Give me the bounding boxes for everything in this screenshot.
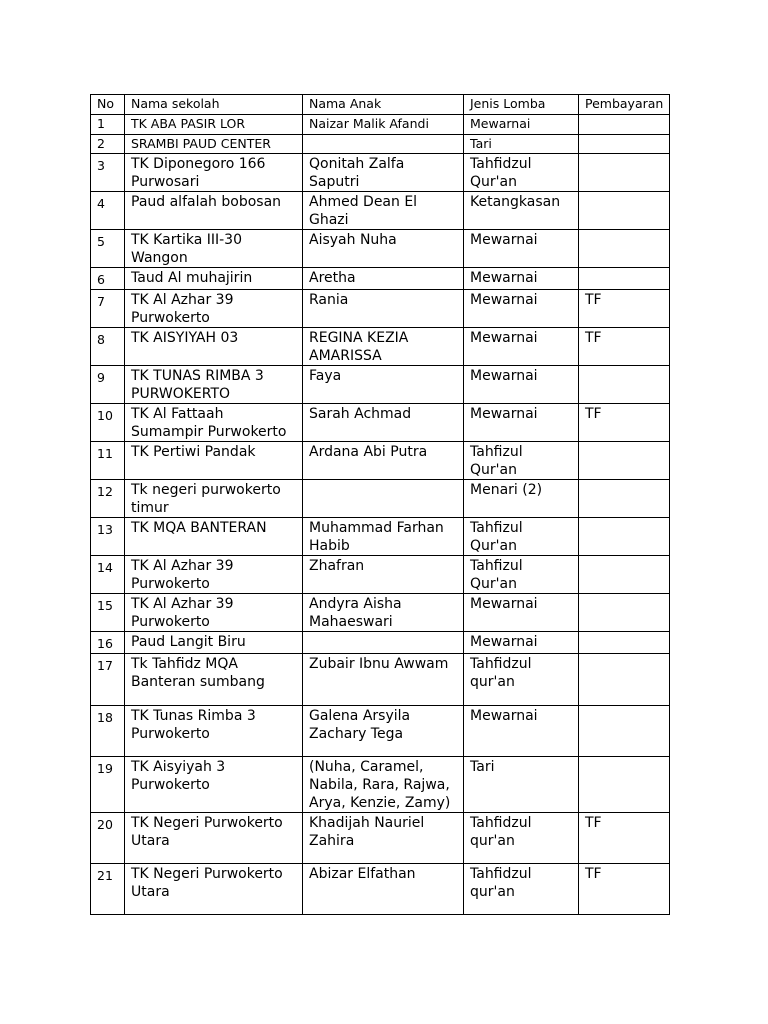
cell-school: TK Al Azhar 39 Purwokerto — [125, 290, 303, 328]
cell-no: 14 — [91, 556, 125, 594]
cell-contest: Mewarnai — [464, 404, 579, 442]
cell-school: TK Pertiwi Pandak — [125, 442, 303, 480]
cell-contest: Mewarnai — [464, 230, 579, 268]
cell-school: Paud Langit Biru — [125, 632, 303, 654]
cell-child: Zubair Ibnu Awwam — [303, 654, 464, 706]
cell-payment: TF — [579, 404, 670, 442]
cell-no: 10 — [91, 404, 125, 442]
cell-contest: Mewarnai — [464, 290, 579, 328]
registration-table — [90, 94, 670, 915]
cell-no: 15 — [91, 594, 125, 632]
header-row — [91, 95, 670, 115]
table-row — [91, 442, 670, 480]
cell-no: 4 — [91, 192, 125, 230]
cell-no: 3 — [91, 154, 125, 192]
cell-no: 19 — [91, 757, 125, 813]
table-row — [91, 268, 670, 290]
table-row — [91, 192, 670, 230]
cell-no: 12 — [91, 480, 125, 518]
cell-school: Taud Al muhajirin — [125, 268, 303, 290]
cell-payment — [579, 706, 670, 757]
cell-payment — [579, 268, 670, 290]
cell-child: Aretha — [303, 268, 464, 290]
header-school: Nama sekolah — [125, 95, 303, 115]
cell-payment — [579, 135, 670, 154]
cell-contest: Tahfizul Qur'an — [464, 518, 579, 556]
cell-no: 6 — [91, 268, 125, 290]
table-row — [91, 864, 670, 915]
cell-no: 5 — [91, 230, 125, 268]
cell-school: TK Kartika III-30 Wangon — [125, 230, 303, 268]
table-row — [91, 706, 670, 757]
cell-school: TK Al Azhar 39 Purwokerto — [125, 594, 303, 632]
cell-school: TK AISYIYAH 03 — [125, 328, 303, 366]
table-row — [91, 518, 670, 556]
cell-child: Rania — [303, 290, 464, 328]
cell-child: Aisyah Nuha — [303, 230, 464, 268]
cell-child: Naizar Malik Afandi — [303, 115, 464, 135]
cell-child: Ardana Abi Putra — [303, 442, 464, 480]
header-contest: Jenis Lomba — [464, 95, 579, 115]
cell-school: TK Tunas Rimba 3 Purwokerto — [125, 706, 303, 757]
cell-child: REGINA KEZIA AMARISSA — [303, 328, 464, 366]
cell-child: Faya — [303, 366, 464, 404]
cell-no: 9 — [91, 366, 125, 404]
cell-school: TK Negeri Purwokerto Utara — [125, 813, 303, 864]
cell-no: 1 — [91, 115, 125, 135]
cell-contest: Mewarnai — [464, 366, 579, 404]
cell-contest: Tahfidzul Qur'an — [464, 154, 579, 192]
cell-contest: Mewarnai — [464, 632, 579, 654]
header-payment: Pembayaran — [579, 95, 670, 115]
cell-child: Andyra Aisha Mahaeswari — [303, 594, 464, 632]
cell-no: 21 — [91, 864, 125, 915]
header-child: Nama Anak — [303, 95, 464, 115]
cell-payment — [579, 192, 670, 230]
cell-no: 2 — [91, 135, 125, 154]
cell-payment — [579, 654, 670, 706]
table-row — [91, 154, 670, 192]
cell-no: 16 — [91, 632, 125, 654]
table-row — [91, 480, 670, 518]
cell-child: Abizar Elfathan — [303, 864, 464, 915]
cell-payment: TF — [579, 328, 670, 366]
cell-school: TK Negeri Purwokerto Utara — [125, 864, 303, 915]
cell-payment — [579, 154, 670, 192]
cell-contest: Tahfidzul qur'an — [464, 813, 579, 864]
cell-school: TK Diponegoro 166 Purwosari — [125, 154, 303, 192]
cell-contest: Mewarnai — [464, 706, 579, 757]
cell-contest: Tari — [464, 757, 579, 813]
cell-child: Khadijah Nauriel Zahira — [303, 813, 464, 864]
cell-contest: Tahfizul Qur'an — [464, 556, 579, 594]
cell-school: TK Al Azhar 39 Purwokerto — [125, 556, 303, 594]
cell-contest: Mewarnai — [464, 115, 579, 135]
cell-payment — [579, 632, 670, 654]
table-row — [91, 290, 670, 328]
table-row — [91, 654, 670, 706]
cell-school: Paud alfalah bobosan — [125, 192, 303, 230]
cell-child: Galena Arsyila Zachary Tega — [303, 706, 464, 757]
header-no: No — [91, 95, 125, 115]
cell-no: 17 — [91, 654, 125, 706]
cell-payment — [579, 115, 670, 135]
cell-payment — [579, 518, 670, 556]
cell-school: TK Al Fattaah Sumampir Purwokerto — [125, 404, 303, 442]
table-row — [91, 115, 670, 135]
cell-contest: Tari — [464, 135, 579, 154]
cell-child: (Nuha, Caramel, Nabila, Rara, Rajwa, Arya, Kenzie, Zamy) — [303, 757, 464, 813]
cell-contest: Mewarnai — [464, 268, 579, 290]
cell-no: 13 — [91, 518, 125, 556]
cell-child: Qonitah Zalfa Saputri — [303, 154, 464, 192]
cell-contest: Tahfidzul qur'an — [464, 864, 579, 915]
cell-school: TK Aisyiyah 3 Purwokerto — [125, 757, 303, 813]
cell-contest: Mewarnai — [464, 328, 579, 366]
table-row — [91, 135, 670, 154]
cell-child — [303, 632, 464, 654]
cell-payment — [579, 556, 670, 594]
cell-no: 18 — [91, 706, 125, 757]
cell-child: Zhafran — [303, 556, 464, 594]
cell-contest: Tahfizul Qur'an — [464, 442, 579, 480]
cell-contest: Menari (2) — [464, 480, 579, 518]
table-row — [91, 813, 670, 864]
cell-no: 8 — [91, 328, 125, 366]
cell-payment — [579, 366, 670, 404]
cell-school: TK TUNAS RIMBA 3 PURWOKERTO — [125, 366, 303, 404]
cell-child: Ahmed Dean El Ghazi — [303, 192, 464, 230]
table-row — [91, 366, 670, 404]
table-row — [91, 556, 670, 594]
cell-school: Tk Tahfidz MQA Banteran sumbang — [125, 654, 303, 706]
cell-school: SRAMBI PAUD CENTER — [125, 135, 303, 154]
table-row — [91, 632, 670, 654]
cell-no: 11 — [91, 442, 125, 480]
registration-table-body — [91, 95, 670, 915]
cell-child — [303, 135, 464, 154]
table-row — [91, 594, 670, 632]
cell-payment — [579, 230, 670, 268]
cell-no: 7 — [91, 290, 125, 328]
table-row — [91, 404, 670, 442]
cell-no: 20 — [91, 813, 125, 864]
cell-child: Sarah Achmad — [303, 404, 464, 442]
cell-contest: Tahfidzul qur'an — [464, 654, 579, 706]
cell-contest: Ketangkasan — [464, 192, 579, 230]
table-row — [91, 230, 670, 268]
cell-school: Tk negeri purwokerto timur — [125, 480, 303, 518]
cell-contest: Mewarnai — [464, 594, 579, 632]
cell-child: Muhammad Farhan Habib — [303, 518, 464, 556]
cell-payment — [579, 480, 670, 518]
cell-payment: TF — [579, 813, 670, 864]
cell-payment: TF — [579, 864, 670, 915]
cell-payment — [579, 757, 670, 813]
cell-school: TK ABA PASIR LOR — [125, 115, 303, 135]
cell-payment: TF — [579, 290, 670, 328]
table-row — [91, 328, 670, 366]
cell-payment — [579, 594, 670, 632]
table-row — [91, 757, 670, 813]
cell-payment — [579, 442, 670, 480]
cell-school: TK MQA BANTERAN — [125, 518, 303, 556]
cell-child — [303, 480, 464, 518]
